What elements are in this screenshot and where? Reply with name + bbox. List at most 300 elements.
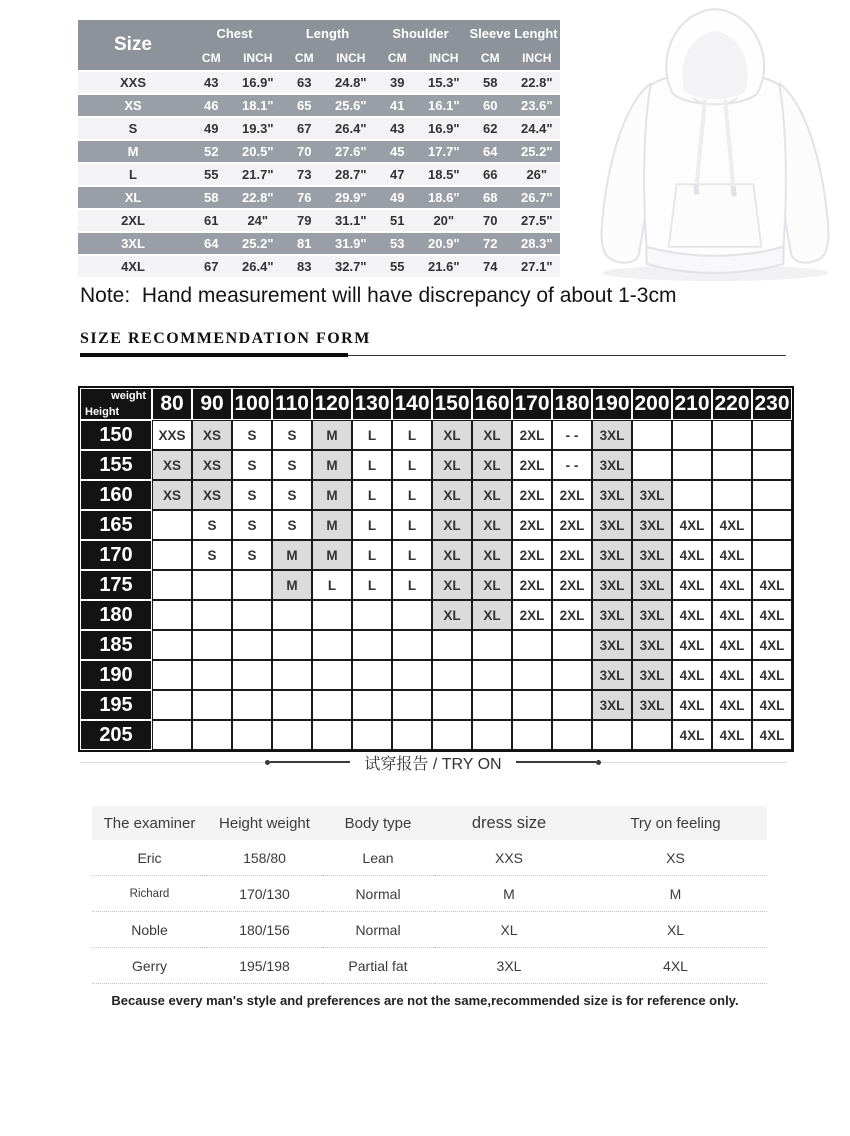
size-table-row (78, 72, 560, 95)
tryon-cell: XS (584, 840, 767, 876)
matrix-cell (552, 630, 592, 660)
matrix-cell: 3XL (632, 510, 672, 540)
size-value: 26.4" (235, 256, 282, 279)
matrix-weight-header: 160 (472, 388, 512, 420)
matrix-cell: 4XL (672, 540, 712, 570)
matrix-cell: 3XL (592, 540, 632, 570)
size-value: 49 (188, 118, 235, 141)
tryon-cell: Normal (322, 876, 434, 912)
size-unit-header: CM (188, 46, 235, 72)
size-label: XS (78, 95, 188, 118)
section-heading: SIZE RECOMMENDATION FORM (80, 330, 371, 347)
tryon-header-row (92, 806, 767, 840)
heading-underline-thick (80, 353, 348, 357)
size-unit-header: CM (281, 46, 328, 72)
divider-left-rule (80, 762, 265, 763)
matrix-cell (192, 720, 232, 750)
tryon-cell: 3XL (434, 948, 584, 984)
matrix-cell: 3XL (592, 570, 632, 600)
size-label: M (78, 141, 188, 164)
size-value: 64 (188, 233, 235, 256)
matrix-cell (352, 690, 392, 720)
matrix-cell: 3XL (632, 690, 672, 720)
matrix-cell (352, 630, 392, 660)
size-value: 81 (281, 233, 328, 256)
matrix-height-header: 160 (80, 480, 152, 510)
matrix-cell: 4XL (672, 630, 712, 660)
tryon-cell: 195/198 (207, 948, 322, 984)
matrix-cell: XXS (152, 420, 192, 450)
tryon-cell: Partial fat (322, 948, 434, 984)
heading-underline (80, 353, 786, 358)
matrix-cell: S (232, 480, 272, 510)
matrix-cell: L (392, 570, 432, 600)
size-group-header: Length (281, 20, 374, 46)
divider-right-dash (516, 761, 596, 763)
matrix-cell (432, 660, 472, 690)
size-value: 31.1" (328, 210, 375, 233)
size-group-header: Chest (188, 20, 281, 46)
matrix-cell (232, 570, 272, 600)
matrix-cell (392, 690, 432, 720)
matrix-cell: L (392, 420, 432, 450)
size-unit-header: CM (467, 46, 514, 72)
matrix-cell: L (392, 540, 432, 570)
size-table-row (78, 187, 560, 210)
matrix-cell (392, 600, 432, 630)
matrix-weight-header: 200 (632, 388, 672, 420)
matrix-cell: XS (192, 450, 232, 480)
size-value: 27.1" (514, 256, 561, 279)
tryon-cell: Gerry (92, 948, 207, 984)
matrix-cell: 4XL (712, 600, 752, 630)
tryon-cell: 180/156 (207, 912, 322, 948)
matrix-height-header: 205 (80, 720, 152, 750)
size-unit-header: INCH (421, 46, 468, 72)
matrix-cell: M (312, 480, 352, 510)
matrix-cell: XL (432, 480, 472, 510)
matrix-cell (712, 450, 752, 480)
size-label: 4XL (78, 256, 188, 279)
matrix-cell: 2XL (512, 450, 552, 480)
size-value: 28.3" (514, 233, 561, 256)
matrix-cell: 4XL (712, 630, 752, 660)
tryon-table (92, 806, 767, 984)
matrix-cell: L (392, 480, 432, 510)
hoodie-product-image (580, 4, 850, 288)
matrix-cell (672, 480, 712, 510)
matrix-height-header: 170 (80, 540, 152, 570)
matrix-cell: 4XL (672, 570, 712, 600)
matrix-cell: S (232, 540, 272, 570)
size-table-row (78, 95, 560, 118)
matrix-cell: 4XL (672, 510, 712, 540)
size-table-row (78, 210, 560, 233)
size-value: 16.1" (421, 95, 468, 118)
tryon-cell: 158/80 (207, 840, 322, 876)
matrix-cell (672, 420, 712, 450)
size-unit-header: INCH (235, 46, 282, 72)
size-value: 55 (188, 164, 235, 187)
size-value: 24.8" (328, 72, 375, 95)
matrix-cell (272, 720, 312, 750)
matrix-row (80, 510, 792, 540)
matrix-cell: 2XL (512, 510, 552, 540)
matrix-cell: 4XL (752, 630, 792, 660)
matrix-cell: XL (472, 510, 512, 540)
size-value: 73 (281, 164, 328, 187)
matrix-cell: XL (432, 510, 472, 540)
matrix-cell: XL (472, 540, 512, 570)
matrix-cell: XL (432, 570, 472, 600)
matrix-cell (312, 600, 352, 630)
size-value: 68 (467, 187, 514, 210)
size-value: 64 (467, 141, 514, 164)
matrix-cell: S (232, 420, 272, 450)
tryon-cell: Richard (92, 876, 207, 912)
size-value: 26" (514, 164, 561, 187)
size-value: 47 (374, 164, 421, 187)
size-table-row (78, 164, 560, 187)
matrix-cell: S (272, 510, 312, 540)
matrix-cell: 2XL (552, 510, 592, 540)
matrix-cell: XL (472, 420, 512, 450)
size-table-header-row (78, 20, 560, 46)
matrix-cell: XS (192, 420, 232, 450)
matrix-weight-header: 140 (392, 388, 432, 420)
size-label: 3XL (78, 233, 188, 256)
matrix-cell (232, 600, 272, 630)
tryon-row (92, 840, 767, 876)
matrix-cell: 3XL (632, 480, 672, 510)
matrix-height-header: 185 (80, 630, 152, 660)
size-value: 60 (467, 95, 514, 118)
matrix-row (80, 660, 792, 690)
matrix-cell: 2XL (512, 600, 552, 630)
matrix-cell: 2XL (512, 540, 552, 570)
matrix-height-header: 165 (80, 510, 152, 540)
matrix-cell (752, 540, 792, 570)
size-value: 52 (188, 141, 235, 164)
size-value: 65 (281, 95, 328, 118)
matrix-cell: 3XL (592, 510, 632, 540)
matrix-cell (152, 690, 192, 720)
matrix-cell (272, 690, 312, 720)
matrix-cell (552, 660, 592, 690)
matrix-weight-header: 210 (672, 388, 712, 420)
matrix-cell (272, 660, 312, 690)
matrix-cell: XL (432, 600, 472, 630)
matrix-cell: 4XL (672, 690, 712, 720)
size-table-row (78, 141, 560, 164)
matrix-weight-header: 100 (232, 388, 272, 420)
matrix-cell: XS (192, 480, 232, 510)
matrix-cell (432, 720, 472, 750)
matrix-cell: 4XL (712, 660, 752, 690)
matrix-cell: L (312, 570, 352, 600)
matrix-cell: 4XL (712, 510, 752, 540)
size-value: 24.4" (514, 118, 561, 141)
matrix-cell: M (312, 540, 352, 570)
matrix-weight-header: 170 (512, 388, 552, 420)
size-value: 18.6" (421, 187, 468, 210)
matrix-cell: 3XL (592, 480, 632, 510)
matrix-cell (152, 540, 192, 570)
matrix-cell (512, 720, 552, 750)
divider-left-dash (270, 761, 350, 763)
size-measurement-table (78, 20, 560, 279)
matrix-cell: 2XL (552, 570, 592, 600)
matrix-weight-header: 90 (192, 388, 232, 420)
size-value: 25.2" (235, 233, 282, 256)
matrix-cell (192, 690, 232, 720)
matrix-cell (192, 600, 232, 630)
matrix-cell: - - (552, 450, 592, 480)
size-table-row (78, 118, 560, 141)
size-value: 18.5" (421, 164, 468, 187)
hoodie-illustration (580, 4, 850, 288)
matrix-cell (472, 690, 512, 720)
matrix-height-header: 180 (80, 600, 152, 630)
size-value: 66 (467, 164, 514, 187)
measurement-note: Note: Hand measurement will have discrepancy of about 1-3cm (80, 284, 677, 307)
matrix-cell: L (392, 450, 432, 480)
size-value: 27.6" (328, 141, 375, 164)
matrix-row (80, 600, 792, 630)
matrix-weight-header: 150 (432, 388, 472, 420)
tryon-cell: XL (584, 912, 767, 948)
size-corner-label: Size (78, 20, 188, 72)
size-value: 39 (374, 72, 421, 95)
matrix-cell (392, 630, 432, 660)
matrix-cell (232, 630, 272, 660)
matrix-cell: 4XL (752, 690, 792, 720)
size-value: 43 (374, 118, 421, 141)
matrix-cell (592, 720, 632, 750)
matrix-row (80, 570, 792, 600)
matrix-cell: XS (152, 450, 192, 480)
matrix-height-header: 195 (80, 690, 152, 720)
matrix-cell: M (312, 450, 352, 480)
matrix-cell (512, 690, 552, 720)
size-value: 20" (421, 210, 468, 233)
size-value: 21.6" (421, 256, 468, 279)
matrix-cell (352, 600, 392, 630)
matrix-cell (152, 720, 192, 750)
tryon-column-header: dress size (434, 806, 584, 840)
matrix-cell (312, 720, 352, 750)
size-value: 28.7" (328, 164, 375, 187)
matrix-cell: 3XL (632, 600, 672, 630)
matrix-weight-header: 110 (272, 388, 312, 420)
matrix-cell: 3XL (632, 540, 672, 570)
matrix-cell: M (272, 540, 312, 570)
matrix-row (80, 450, 792, 480)
size-value: 18.1" (235, 95, 282, 118)
matrix-cell: 3XL (592, 690, 632, 720)
matrix-cell: 4XL (712, 720, 752, 750)
size-value: 15.3" (421, 72, 468, 95)
footer-note: Because every man's style and preferences are not the same,recommended size is for reference only. (111, 993, 739, 1008)
size-value: 16.9" (421, 118, 468, 141)
matrix-cell (272, 600, 312, 630)
matrix-cell: L (352, 450, 392, 480)
size-value: 45 (374, 141, 421, 164)
size-value: 29.9" (328, 187, 375, 210)
matrix-height-header: 150 (80, 420, 152, 450)
matrix-cell: L (352, 480, 392, 510)
matrix-cell (312, 630, 352, 660)
matrix-cell: S (192, 540, 232, 570)
matrix-cell: L (352, 540, 392, 570)
size-value: 26.4" (328, 118, 375, 141)
size-table-row (78, 256, 560, 279)
matrix-cell: S (232, 510, 272, 540)
matrix-cell: XL (472, 570, 512, 600)
matrix-cell: 3XL (592, 600, 632, 630)
size-value: 20.9" (421, 233, 468, 256)
matrix-cell (512, 630, 552, 660)
matrix-cell: 3XL (632, 630, 672, 660)
size-recommendation-matrix (78, 386, 794, 752)
matrix-cell: 2XL (512, 480, 552, 510)
matrix-weight-header: 230 (752, 388, 792, 420)
tryon-row (92, 876, 767, 912)
size-value: 49 (374, 187, 421, 210)
tryon-cell: Noble (92, 912, 207, 948)
matrix-cell (312, 660, 352, 690)
matrix-cell: 4XL (712, 690, 752, 720)
matrix-cell (632, 420, 672, 450)
size-value: 58 (467, 72, 514, 95)
size-value: 46 (188, 95, 235, 118)
matrix-cell (312, 690, 352, 720)
matrix-cell (432, 690, 472, 720)
matrix-cell (232, 690, 272, 720)
size-value: 62 (467, 118, 514, 141)
matrix-height-header: 190 (80, 660, 152, 690)
matrix-cell: L (352, 510, 392, 540)
matrix-cell (152, 600, 192, 630)
tryon-divider-label: 试穿报告 / TRY ON (364, 755, 502, 773)
matrix-cell: 4XL (672, 720, 712, 750)
tryon-column-header: Try on feeling (584, 806, 767, 840)
size-label: XL (78, 187, 188, 210)
size-group-header: Sleeve Lenght (467, 20, 560, 46)
divider-right-rule (601, 762, 786, 763)
tryon-row (92, 912, 767, 948)
matrix-cell (232, 660, 272, 690)
tryon-cell: XXS (434, 840, 584, 876)
matrix-cell (672, 450, 712, 480)
matrix-cell (192, 660, 232, 690)
matrix-cell: S (272, 420, 312, 450)
matrix-header-row (80, 388, 792, 420)
matrix-cell (552, 690, 592, 720)
matrix-cell (152, 510, 192, 540)
size-value: 19.3" (235, 118, 282, 141)
size-value: 51 (374, 210, 421, 233)
matrix-cell: 3XL (592, 630, 632, 660)
matrix-weight-header: 80 (152, 388, 192, 420)
matrix-cell (152, 570, 192, 600)
tryon-cell: 4XL (584, 948, 767, 984)
size-value: 83 (281, 256, 328, 279)
matrix-cell (192, 630, 232, 660)
matrix-cell: XL (432, 540, 472, 570)
matrix-cell: S (192, 510, 232, 540)
matrix-cell (632, 450, 672, 480)
matrix-cell: L (352, 420, 392, 450)
tryon-cell: Normal (322, 912, 434, 948)
matrix-cell: XL (432, 420, 472, 450)
matrix-cell (392, 660, 432, 690)
matrix-cell: XL (472, 600, 512, 630)
matrix-cell: - - (552, 420, 592, 450)
matrix-cell (432, 630, 472, 660)
matrix-cell (152, 630, 192, 660)
size-value: 67 (281, 118, 328, 141)
size-value: 55 (374, 256, 421, 279)
matrix-cell: XS (152, 480, 192, 510)
matrix-cell (352, 720, 392, 750)
size-value: 25.6" (328, 95, 375, 118)
matrix-cell: L (352, 570, 392, 600)
matrix-height-header: 155 (80, 450, 152, 480)
tryon-cell: 170/130 (207, 876, 322, 912)
matrix-cell: S (232, 450, 272, 480)
size-label: XXS (78, 72, 188, 95)
size-unit-header: CM (374, 46, 421, 72)
size-value: 79 (281, 210, 328, 233)
matrix-cell: XL (472, 450, 512, 480)
matrix-cell (152, 660, 192, 690)
matrix-cell: XL (472, 480, 512, 510)
matrix-cell: 4XL (672, 660, 712, 690)
matrix-weight-header: 190 (592, 388, 632, 420)
matrix-cell (472, 720, 512, 750)
size-group-header: Shoulder (374, 20, 467, 46)
matrix-cell (272, 630, 312, 660)
size-value: 41 (374, 95, 421, 118)
matrix-cell: S (272, 450, 312, 480)
matrix-cell (632, 720, 672, 750)
matrix-row (80, 480, 792, 510)
matrix-cell (232, 720, 272, 750)
size-value: 23.6" (514, 95, 561, 118)
size-label: L (78, 164, 188, 187)
matrix-cell: 4XL (752, 570, 792, 600)
matrix-cell: 2XL (552, 600, 592, 630)
size-value: 74 (467, 256, 514, 279)
tryon-row (92, 948, 767, 984)
matrix-cell: 3XL (592, 450, 632, 480)
matrix-weight-header: 130 (352, 388, 392, 420)
matrix-cell: 3XL (592, 660, 632, 690)
size-value: 21.7" (235, 164, 282, 187)
matrix-cell (552, 720, 592, 750)
size-unit-header: INCH (328, 46, 375, 72)
size-value: 22.8" (514, 72, 561, 95)
size-value: 22.8" (235, 187, 282, 210)
matrix-cell: XL (432, 450, 472, 480)
matrix-cell: 2XL (512, 570, 552, 600)
size-value: 53 (374, 233, 421, 256)
tryon-cell: M (584, 876, 767, 912)
size-value: 72 (467, 233, 514, 256)
matrix-corner-cell (80, 388, 152, 420)
matrix-cell: 4XL (712, 540, 752, 570)
